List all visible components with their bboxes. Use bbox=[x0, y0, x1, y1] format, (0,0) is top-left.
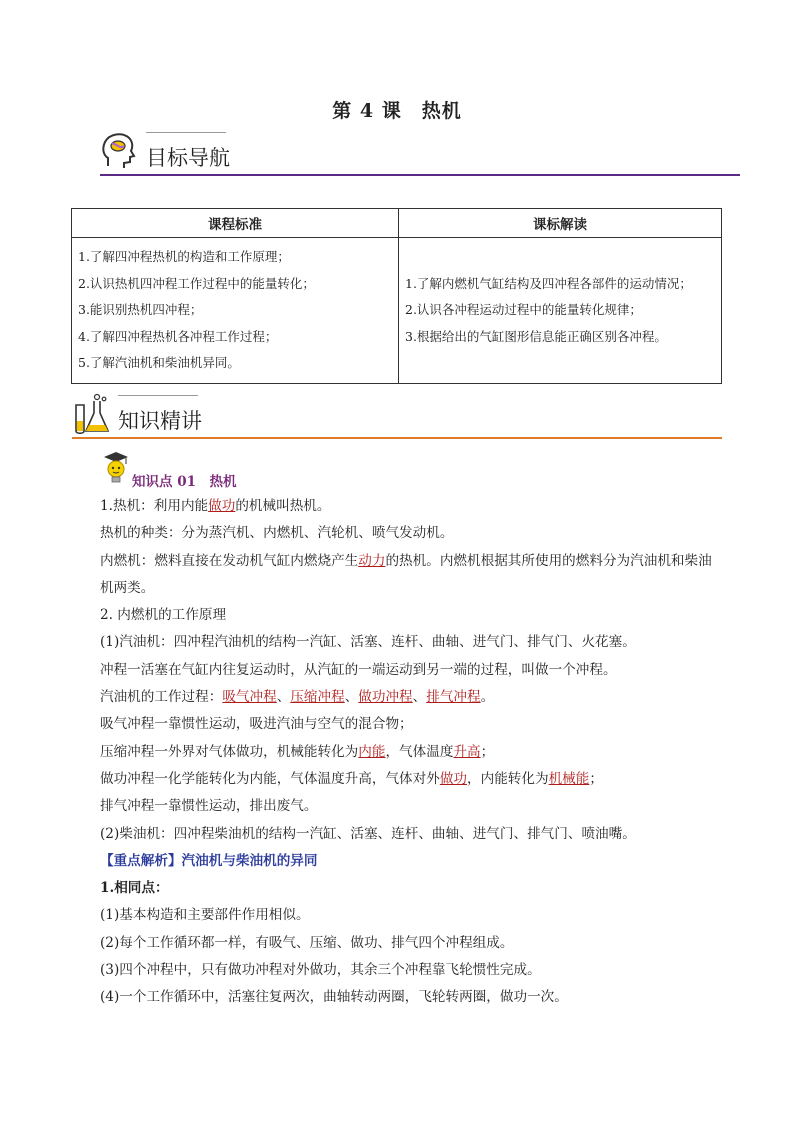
paragraph: (4)一个工作循环中，活塞往复两次，曲轴转动两圈，飞轮转两圈，做功一次。 bbox=[100, 989, 568, 1006]
paragraph: (3)四个冲程中，只有做功冲程对外做功，其余三个冲程靠飞轮惯性完成。 bbox=[100, 962, 541, 979]
table-header-standard: 课程标准 bbox=[72, 209, 399, 238]
lesson-content bbox=[100, 493, 725, 1012]
text: 。 bbox=[480, 689, 495, 706]
standard-item: 4.了解四冲程热机各冲程工作过程； bbox=[78, 328, 278, 344]
paragraph: 热机的种类：分为蒸汽机、内燃机、汽轮机、喷气发动机。 bbox=[100, 525, 454, 542]
text: 汽油机的工作过程： bbox=[100, 689, 223, 706]
answer-underline: 做功 bbox=[208, 498, 236, 514]
curriculum-table bbox=[71, 208, 722, 384]
section-goal-topline bbox=[146, 132, 226, 133]
paragraph bbox=[100, 493, 725, 520]
standard-item: 1.了解四冲程热机的构造和工作原理； bbox=[78, 249, 290, 264]
text: ； bbox=[589, 770, 603, 787]
section-goal-header bbox=[100, 130, 740, 176]
interpretation-item: 1.了解内燃机气缸结构及四冲程各部件的运动情况； bbox=[405, 275, 692, 291]
paragraph: 吸气冲程一靠惯性运动，吸进汽油与空气的混合物； bbox=[100, 716, 413, 733]
answer-underline: 排气冲程 bbox=[426, 689, 481, 706]
paragraph: 排气冲程一靠惯性运动，排出废气。 bbox=[100, 798, 318, 815]
similarities-title: 1.相同点： bbox=[100, 880, 169, 897]
text: 的热机。内燃机根据其所使用的燃料分为汽油机和柴油机两类。 bbox=[100, 552, 712, 596]
standard-item: 5.了解汽油机和柴油机异同。 bbox=[78, 355, 240, 370]
standard-item: 2.认识热机四冲程工作过程中的能量转化； bbox=[78, 275, 315, 291]
interpretation-item: 3.根据给出的气缸图形信息能正确区别各冲程。 bbox=[405, 328, 667, 344]
text: 1.热机：利用内能 bbox=[100, 498, 209, 514]
text: 、 bbox=[412, 689, 427, 706]
lab-flask-icon bbox=[72, 393, 112, 435]
answer-underline: 吸气冲程 bbox=[222, 689, 277, 706]
paragraph: 冲程一活塞在气缸内往复运动时，从汽缸的一端运动到另一端的过程，叫做一个冲程。 bbox=[100, 661, 617, 678]
text: 做功冲程一化学能转化为内能，气体温度升高，气体对外 bbox=[100, 770, 440, 787]
section-goal-title: 目标导航 bbox=[146, 146, 230, 170]
answer-underline: 做功 bbox=[439, 770, 468, 787]
table-header-interpretation: 课标解读 bbox=[399, 209, 722, 238]
text: 、 bbox=[344, 689, 359, 706]
text: 内燃机：燃料直接在发动机气缸内燃烧产生 bbox=[100, 552, 359, 569]
paragraph: 2. 内燃机的工作原理 bbox=[100, 607, 227, 624]
section-knowledge-title: 知识精讲 bbox=[118, 409, 202, 433]
paragraph: (1)基本构造和主要部件作用相似。 bbox=[100, 907, 310, 924]
page-title: 第 4 课 热机 bbox=[332, 100, 462, 122]
text: 、 bbox=[276, 689, 291, 706]
answer-underline: 动力 bbox=[358, 552, 386, 569]
knowledge-point-heading bbox=[100, 450, 400, 490]
answer-underline: 做功冲程 bbox=[358, 689, 413, 706]
section-knowledge-divider bbox=[72, 437, 722, 439]
answer-underline: 升高 bbox=[453, 743, 481, 760]
interpretation-item: 2.认识各冲程运动过程中的能量转化规律； bbox=[405, 302, 642, 317]
text: ； bbox=[480, 743, 495, 760]
answer-underline: 机械能 bbox=[548, 770, 590, 787]
text: ，气体温度 bbox=[385, 743, 454, 760]
paragraph: (2)每个工作循环都一样，有吸气、压缩、做功、排气四个冲程组成。 bbox=[100, 934, 514, 951]
paragraph bbox=[100, 739, 725, 766]
paragraph bbox=[100, 766, 725, 793]
paragraph bbox=[100, 684, 725, 711]
section-goal-divider bbox=[100, 174, 740, 176]
section-knowledge-header bbox=[72, 393, 722, 439]
text: 压缩冲程一外界对气体做功，机械能转化为 bbox=[100, 743, 359, 760]
standard-cell bbox=[72, 238, 399, 384]
lightbulb-graduate-icon bbox=[100, 450, 132, 486]
text: 的机械叫热机。 bbox=[235, 498, 331, 514]
key-analysis-title: 【重点解析】汽油机与柴油机的异同 bbox=[100, 852, 318, 869]
paragraph: (1)汽油机：四冲程汽油机的结构一汽缸、活塞、连杆、曲轴、进气门、排气门、火花塞。 bbox=[100, 634, 636, 651]
text: ，内能转化为 bbox=[467, 770, 549, 787]
paragraph: (2)柴油机：四冲程柴油机的结构一汽缸、活塞、连杆、曲轴、进气门、排气门、喷油嘴。 bbox=[100, 825, 636, 842]
answer-underline: 内能 bbox=[358, 743, 386, 760]
knowledge-point-title: 知识点 01 热机 bbox=[132, 474, 237, 490]
paragraph bbox=[100, 548, 725, 603]
section-knowledge-topline bbox=[118, 395, 198, 396]
brain-head-icon bbox=[100, 130, 140, 172]
answer-underline: 压缩冲程 bbox=[290, 689, 345, 706]
interpretation-cell bbox=[399, 238, 722, 384]
standard-item: 3.能识别热机四冲程； bbox=[78, 302, 203, 317]
